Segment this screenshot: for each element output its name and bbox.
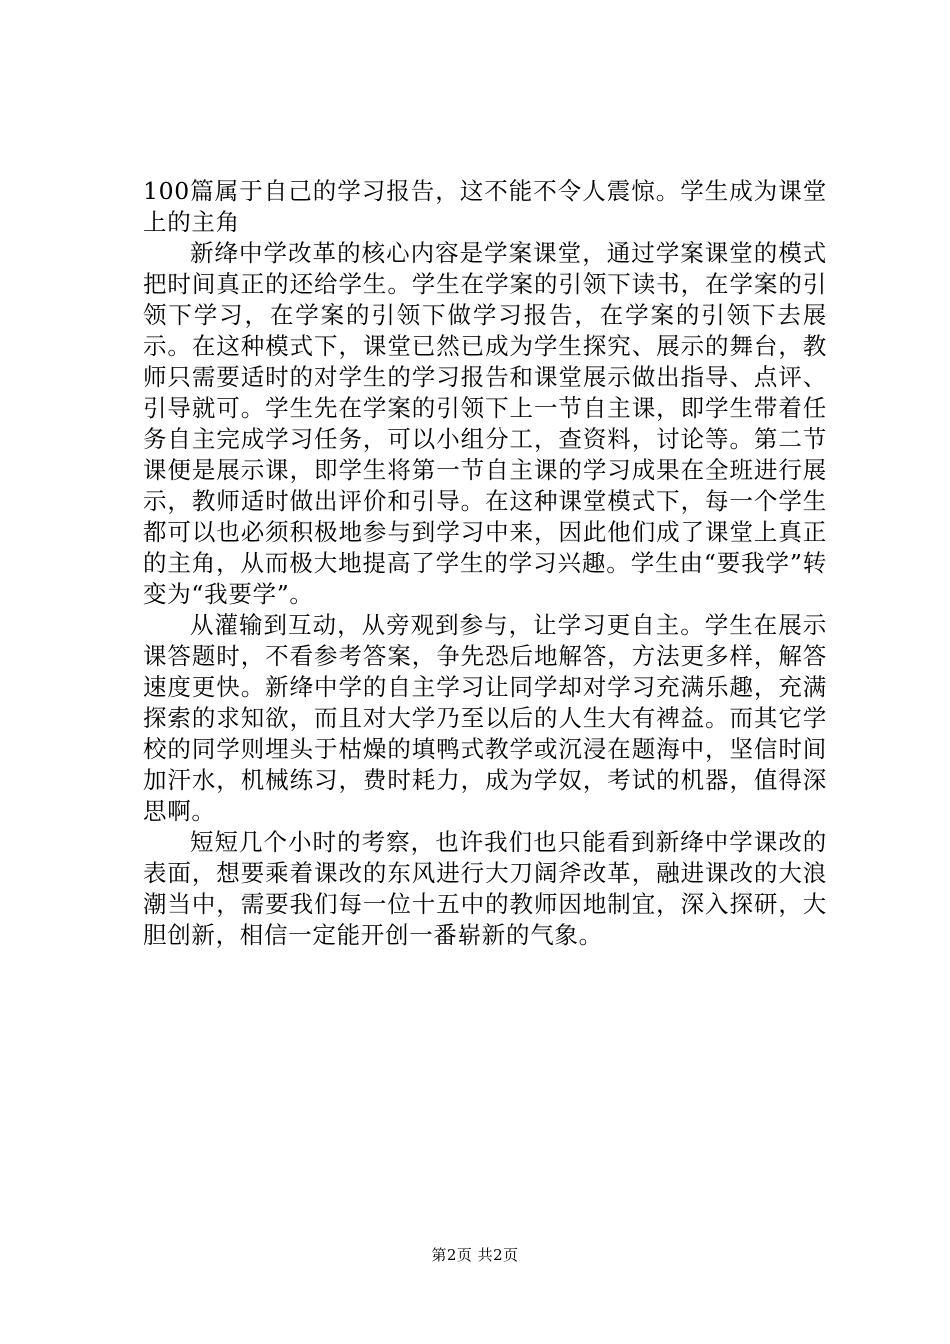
paragraph-2: 新绛中学改革的核心内容是学案课堂，通过学案课堂的模式把时间真正的还给学生。学生在学案的引领下读书，在学案的引领下学习，在学案的引领下做学习报告，在学案的引领下去展示。在这种模式下，课堂已然已成为学生探究、展示的舞台，教师只需要适时的对学生的学习报告和课堂展示做出指导、点评、引导就可。学生先在学案的引领下上一节自主课，即学生带着任务自主完成学习任务，可以小组分工，查资料，讨论等。第二节课便是展示课，即学生将第一节自主课的学习成果在全班进行展示，教师适时做出评价和引导。在这种课堂模式下，每一个学生都可以也必须积极地参与到学习中来，因此他们成了课堂上真正的主角，从而极大地提高了学生的学习兴趣。学生由“要我学”转变为“我要学”。 xyxy=(143,239,827,608)
paragraph-3: 从灌输到互动，从旁观到参与，让学习更自主。学生在展示课答题时，不看参考答案，争先恐后地解答，方法更多样，解答速度更快。新绛中学的自主学习让同学却对学习充满乐趣，充满探索的求知欲，而且对大学乃至以后的人生大有裨益。而其它学校的同学则埋头于枯燥的填鸭式教学或沉浸在题海中，坚信时间加汗水，机械练习，费时耗力，成为学奴，考试的机器，值得深思啊。 xyxy=(143,611,827,825)
paragraph-1: 100篇属于自己的学习报告，这不能不令人震惊。学生成为课堂上的主角 xyxy=(143,177,827,236)
document-body xyxy=(143,176,827,951)
paragraph-4: 短短几个小时的考察，也许我们也只能看到新绛中学课改的表面，想要乘着课改的东风进行大刀阔斧改革，融进课改的大浪潮当中，需要我们每一位十五中的教师因地制宜，深入探研，大胆创新，相信一定能开创一番崭新的气象。 xyxy=(143,828,827,949)
page-number-footer: 第2页 共2页 xyxy=(431,1246,519,1264)
